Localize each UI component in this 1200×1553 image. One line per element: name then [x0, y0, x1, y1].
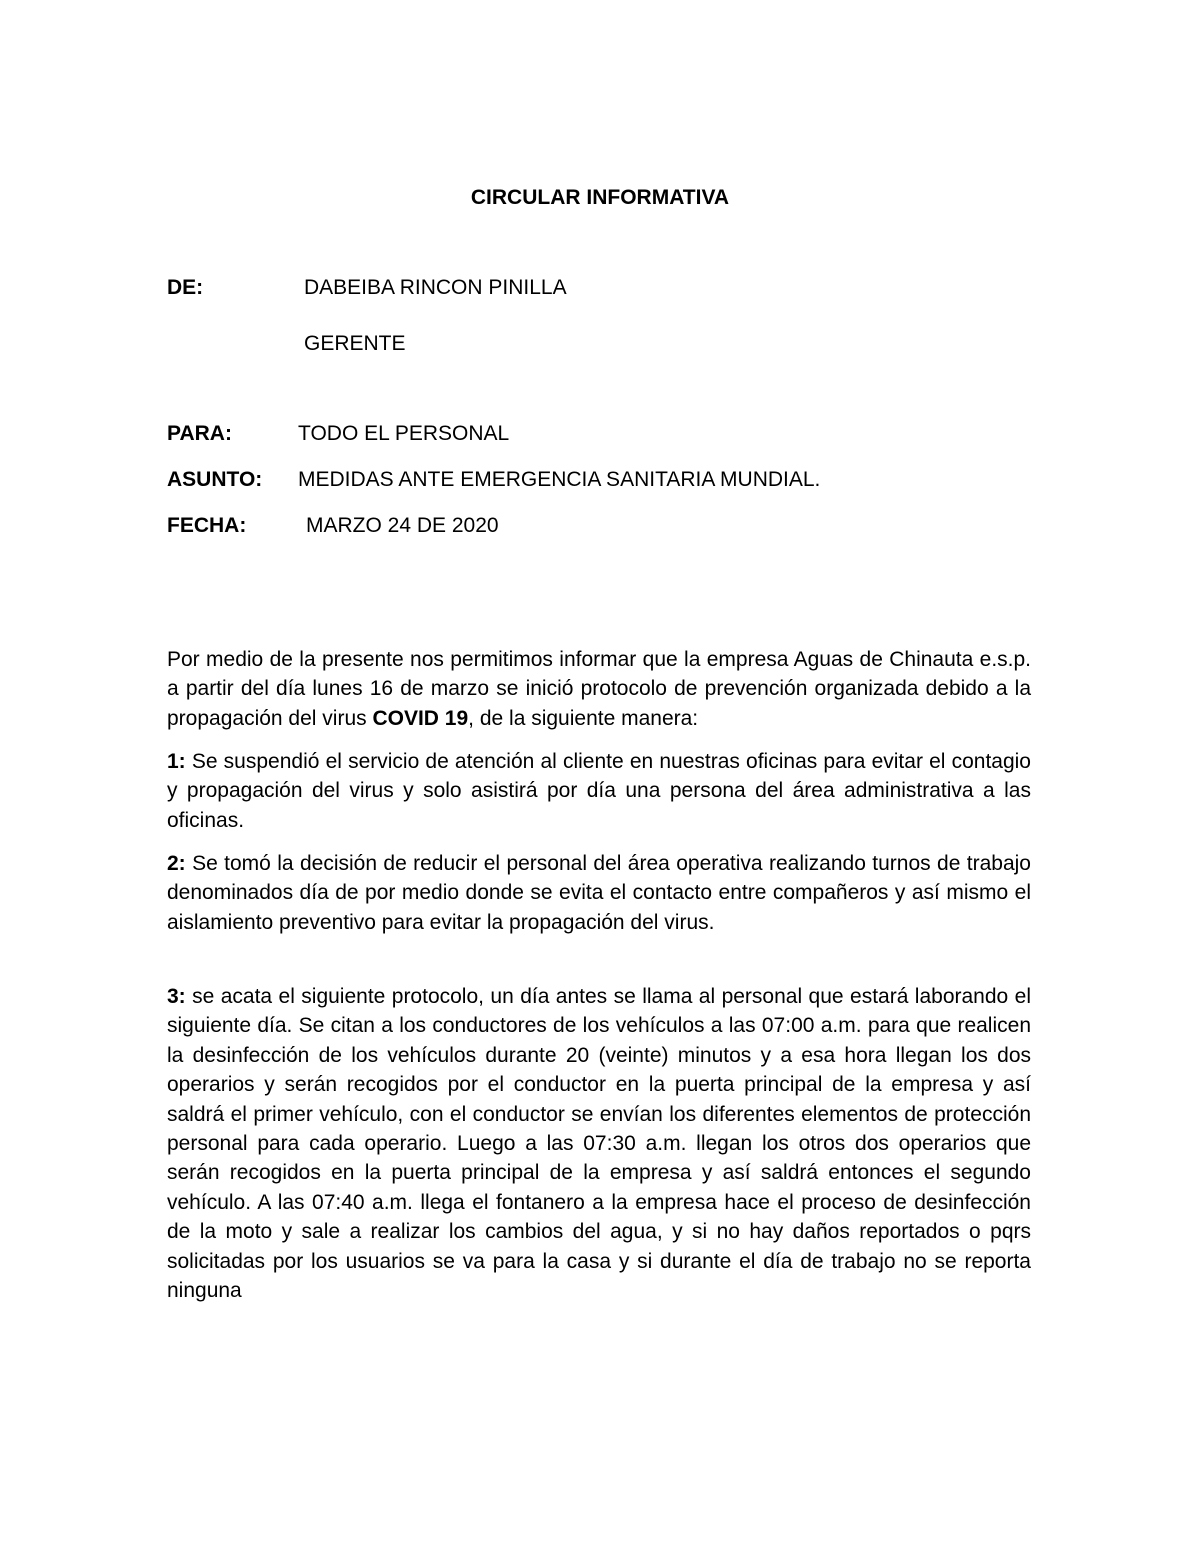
item-number: 2: — [167, 852, 186, 875]
subject-value: MEDIDAS ANTE EMERGENCIA SANITARIA MUNDIAL. — [298, 468, 821, 491]
item-number: 3: — [167, 985, 186, 1008]
to-label: PARA: — [167, 422, 232, 445]
document-title: CIRCULAR INFORMATIVA — [470, 186, 730, 209]
measure-item-3 — [167, 982, 1031, 1305]
intro-paragraph — [167, 645, 1031, 733]
from-label: DE: — [167, 276, 204, 299]
covid-emphasis: COVID 19 — [372, 706, 469, 730]
measure-item-2 — [167, 849, 1031, 937]
date-value: MARZO 24 DE 2020 — [306, 514, 499, 537]
subject-label: ASUNTO: — [167, 468, 263, 491]
item-text: se acata el siguiente protocolo, un día antes se llama al personal que estará laborando el siguiente día. Se citan a los conductores de los vehículos a las 07:00 a.m. para que realicen la desinfección de los vehículos durante 20 (veinte) minutos y a esa hora llegan los dos operarios y serán recogidos por el conductor en la puerta principal de la empresa y así saldrá el primer vehículo, con el conductor se envían los diferentes elementos de protección personal para cada operario. Luego a las 07:30 a.m. llegan los otros dos operarios que serán recogidos en la puerta principal de la empresa y así saldrá entonces el segundo vehículo. A las 07:40 a.m. llega el fontanero a la empresa hace el proceso de desinfección de la moto y sale a realizar los cambios del agua, y si no hay daños reportados o pqrs solicitadas por los usuarios se va para la casa y si durante el día de trabajo no se reporta ninguna — [167, 985, 1031, 1303]
to-value: TODO EL PERSONAL — [298, 422, 510, 445]
item-text: Se tomó la decisión de reducir el personal del área operativa realizando turnos de trabajo denominados día de por medio donde se evita el contacto entre compañeros y así mismo el aislamiento preventivo para evitar la propagación del virus. — [167, 852, 1031, 934]
from-role: GERENTE — [304, 332, 406, 355]
measure-item-1 — [167, 747, 1031, 835]
intro-text-end: , de la siguiente manera: — [468, 706, 699, 730]
date-label: FECHA: — [167, 514, 247, 537]
intro-text: Por medio de la presente nos permitimos informar que la empresa Aguas de Chinauta e.s.p. a partir del día lunes 16 de marzo se inició protocolo de prevención organizada debido a la propagación del virus — [167, 648, 1031, 730]
item-text: Se suspendió el servicio de atención al cliente en nuestras oficinas para evitar el contagio y propagación del virus y solo asistirá por día una persona del área administrativa a las oficinas. — [167, 750, 1031, 832]
from-name: DABEIBA RINCON PINILLA — [304, 276, 567, 299]
item-number: 1: — [167, 750, 186, 773]
